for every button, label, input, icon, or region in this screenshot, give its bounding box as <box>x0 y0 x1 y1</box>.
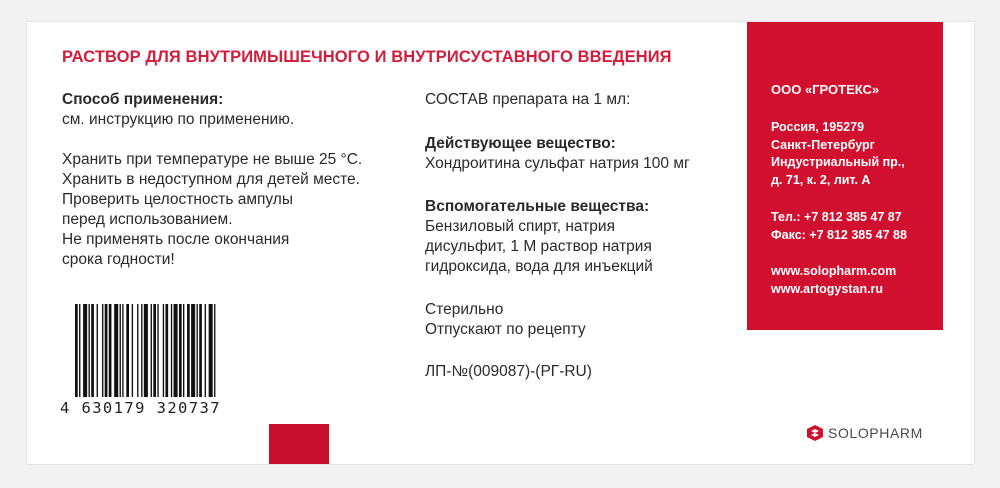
phone-number: Тел.: +7 812 385 47 87 <box>771 210 902 224</box>
storage-line: перед использованием. <box>62 211 233 228</box>
barcode-bar <box>163 304 164 397</box>
storage-line: Не применять после окончания <box>62 231 290 248</box>
storage-line: срока годности! <box>62 251 175 268</box>
barcode-bar <box>122 304 123 397</box>
active-heading: Действующее вещество: <box>425 135 616 152</box>
barcode <box>75 304 265 397</box>
active-ingredient-section <box>425 134 690 174</box>
address-line: Индустриальный пр., <box>771 155 905 169</box>
brand-name: SOLOPHARM <box>828 425 923 441</box>
barcode-bar <box>209 304 213 397</box>
barcode-bar <box>191 304 195 397</box>
barcode-bar <box>197 304 198 397</box>
barcode-bar <box>214 304 215 397</box>
barcode-bar <box>120 304 121 397</box>
barcode-bar <box>114 304 118 397</box>
barcode-bar <box>174 304 178 397</box>
excipients-section <box>425 197 653 277</box>
barcode-bar <box>153 304 156 397</box>
manufacturer-company: ООО «ГРОТЕКС» <box>771 82 880 97</box>
barcode-bar <box>187 304 190 397</box>
manufacturer-address <box>771 119 905 189</box>
storage-line: Хранить в недоступном для детей месте. <box>62 171 360 188</box>
barcode-bar <box>109 304 112 397</box>
product-title: РАСТВОР ДЛЯ ВНУТРИМЫШЕЧНОГО И ВНУТРИСУСТАВНОГО ВВЕДЕНИЯ <box>62 48 672 66</box>
red-tab <box>269 424 329 464</box>
manufacturer-websites <box>771 263 896 298</box>
excipients-line: гидроксида, вода для инъекций <box>425 258 653 275</box>
barcode-bar <box>89 304 90 397</box>
barcode-bar <box>151 304 152 397</box>
barcode-bar <box>75 304 78 397</box>
usage-section <box>62 90 294 130</box>
sterile-text: Стерильно <box>425 301 504 318</box>
excipients-line: дисульфит, 1 М раствор натрия <box>425 238 652 255</box>
composition-heading-bold: СОСТАВ <box>425 91 489 108</box>
barcode-bar <box>199 304 202 397</box>
manufacturer-box <box>747 22 943 330</box>
barcode-bar <box>141 304 142 397</box>
composition-heading <box>425 90 630 110</box>
fax-number: Факс: +7 812 385 47 88 <box>771 227 907 242</box>
barcode-bar <box>97 304 98 397</box>
prescription-text: Отпускают по рецепту <box>425 321 586 338</box>
barcode-bar <box>137 304 138 397</box>
storage-line: Проверить целостность ампулы <box>62 191 293 208</box>
usage-heading: Способ применения: <box>62 91 224 108</box>
registration-number: ЛП-№(009087)-(РГ-RU) <box>425 363 592 380</box>
barcode-bar <box>83 304 87 397</box>
excipients-heading: Вспомогательные вещества: <box>425 198 650 215</box>
barcode-bar <box>205 304 206 397</box>
barcode-bar <box>132 304 133 397</box>
storage-line: Хранить при температуре не выше 25 °С. <box>62 151 363 168</box>
barcode-bar <box>183 304 184 397</box>
website-link[interactable]: www.solopharm.com <box>771 264 897 278</box>
barcode-bar <box>171 304 172 397</box>
composition-heading-rest: препарата на 1 мл: <box>488 91 631 108</box>
barcode-bar <box>102 304 103 397</box>
brand-logo <box>807 425 923 441</box>
address-line: д. 71, к. 2, лит. А <box>771 172 871 187</box>
barcode-bar <box>91 304 94 397</box>
manufacturer-contacts <box>771 209 907 244</box>
package-panel <box>27 22 974 464</box>
active-text: Хондроитина сульфат натрия 100 мг <box>425 155 690 172</box>
barcode-bar <box>179 304 182 397</box>
barcode-bar <box>157 304 158 397</box>
dispensing-section <box>425 300 586 340</box>
barcode-bar <box>126 304 129 397</box>
solopharm-logo-icon <box>807 425 823 441</box>
address-line: Санкт-Петербург <box>771 137 875 152</box>
barcode-digits: 4 630179 320737 <box>60 399 221 417</box>
usage-text: см. инструкцию по применению. <box>62 111 295 128</box>
storage-section <box>62 150 362 270</box>
address-line: Россия, 195279 <box>771 120 865 134</box>
barcode-bar <box>165 304 168 397</box>
barcode-bar <box>79 304 80 397</box>
barcode-bar <box>105 304 108 397</box>
website-link[interactable]: www.artogystan.ru <box>771 281 884 296</box>
excipients-line: Бензиловый спирт, натрия <box>425 218 615 235</box>
barcode-bar <box>144 304 148 397</box>
